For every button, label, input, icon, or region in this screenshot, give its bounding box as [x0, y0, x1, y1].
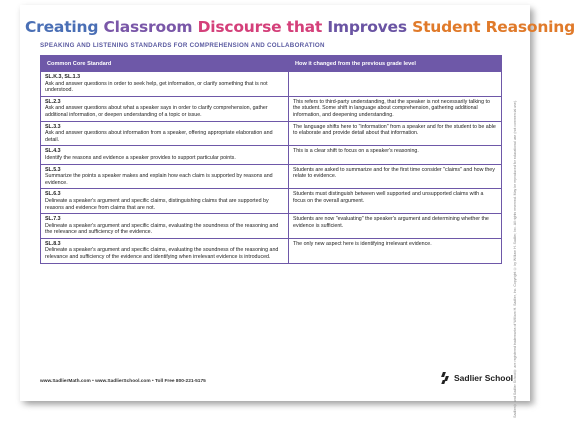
title-word-5: Student Reasoning — [412, 18, 575, 36]
change-cell: Students are asked to summarize and for the first time consider "claims" and how they relate to evidence. — [289, 164, 502, 189]
standard-code: SL.2.3 — [45, 98, 61, 105]
header-common-core: Common Core Standard — [41, 56, 289, 72]
table-row — [41, 96, 502, 121]
standard-cell — [41, 96, 289, 121]
standard-code: SL.4.3 — [45, 148, 61, 155]
standard-text: Ask and answer questions about information from a speaker, offering appropriate elaboration and detail. — [45, 130, 273, 143]
standard-code: SL.7.3 — [45, 216, 61, 223]
standard-code: SL.6.3 — [45, 191, 61, 198]
page-subtitle: SPEAKING AND LISTENING STANDARDS FOR COMPREHENSION AND COLLABORATION — [40, 42, 325, 49]
change-cell — [289, 72, 502, 97]
standard-cell — [41, 164, 289, 189]
standard-code: SL.5.3 — [45, 166, 61, 173]
change-cell: The language shifts here to "information" from a speaker and for the student to be able to elaborate and provide detail about that information. — [289, 121, 502, 146]
change-cell: Students are now "evaluating" the speaker's argument and determining whether the evidence is sufficient. — [289, 214, 502, 239]
standard-cell — [41, 121, 289, 146]
standard-cell — [41, 214, 289, 239]
standard-text: Summarize the points a speaker makes and explain how each claim is supported by reasons and evidence. — [45, 173, 273, 186]
standard-cell — [41, 72, 289, 97]
change-cell: Students must distinguish between well supported and unsupported claims with a focus on the overall argument. — [289, 189, 502, 214]
title-word-2: Classroom — [103, 18, 193, 36]
title-word-3: Discourse that — [197, 18, 323, 36]
standard-text: Identify the reasons and evidence a speaker provides to support particular points. — [45, 154, 236, 161]
standards-table — [40, 55, 502, 264]
change-cell: The only new aspect here is identifying irrelevant evidence. — [289, 238, 502, 263]
standard-cell — [41, 189, 289, 214]
table-row — [41, 238, 502, 263]
standard-text: Delineate a speaker's argument and specific claims, distinguishing claims that are supported by reasons and evidence from claims that are not. — [45, 197, 269, 211]
table-header-row — [41, 56, 502, 72]
standard-code: SL.3.3 — [45, 123, 61, 130]
sadlier-logo-icon — [440, 372, 450, 384]
page-title — [25, 18, 575, 36]
header-change: How it changed from the previous grade level — [289, 56, 502, 72]
title-word-4: Improves — [327, 18, 407, 36]
table-row — [41, 214, 502, 239]
standard-code: SL.K.3, SL.1.3 — [45, 74, 81, 80]
title-word-1: Creating — [25, 18, 99, 36]
table-row — [41, 72, 502, 97]
table-row — [41, 164, 502, 189]
table-row — [41, 189, 502, 214]
standard-cell — [41, 146, 289, 164]
standard-text: Ask and answer questions about what a speaker says in order to clarify comprehension, gather additional information, or deepen understanding of a topic or issue. — [45, 105, 268, 118]
change-cell: This refers to third-party understanding, that the speaker is not necessarily talking to the student. Some shift in language about comprehension, gathering additional information, and deepening understanding. — [289, 96, 502, 121]
standard-cell — [41, 238, 289, 263]
copyright-note: Sadlier® and Sadlier School® are registered trademarks of William H. Sadlier, Inc. Copyright © by William H. Sadlier, Inc. All rights reserved. May be reproduced for educational use (not commercial use). — [513, 100, 517, 418]
change-cell: This is a clear shift to focus on a speaker's reasoning. — [289, 146, 502, 164]
standard-code: SL.8.3 — [45, 240, 61, 247]
table-row — [41, 146, 502, 164]
footer-contact: www.SadlierMath.com • www.SadlierSchool.com • Toll Free 800-221-5175 — [40, 379, 206, 384]
standard-text: Ask and answer questions in order to seek help, get information, or clarify something that is not understood. — [45, 80, 268, 94]
standard-text: Delineate a speaker's argument and specific claims, evaluating the soundness of the reasoning and the relevance and sufficiency of the evidence. — [45, 222, 279, 236]
standard-text: Delineate a speaker's argument and specific claims, evaluating the soundness of the reasoning and relevance and sufficiency of the evidence and identifying when irrelevant evidence is introduced. — [45, 247, 279, 261]
table-row — [41, 121, 502, 146]
sadlier-logo — [440, 372, 513, 384]
logo-text: Sadlier School — [454, 373, 514, 383]
